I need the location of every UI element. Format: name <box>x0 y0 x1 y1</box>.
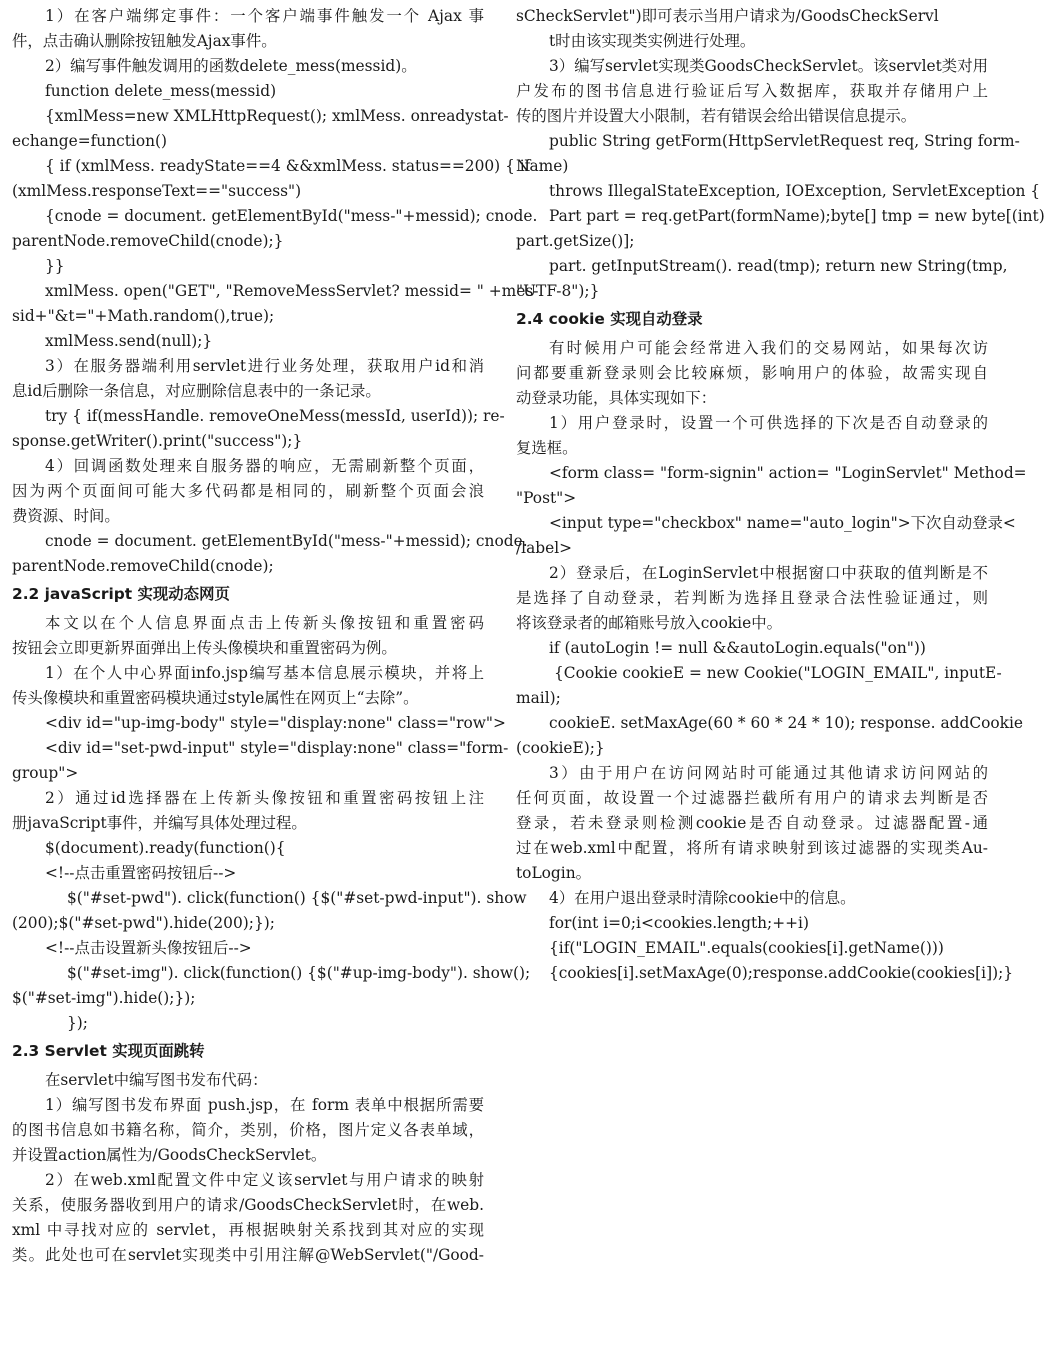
text-line: sid+"&t="+Math.random(),true); <box>12 307 275 325</box>
text-line: /label> <box>516 539 573 557</box>
text-line: }} <box>45 257 65 275</box>
text-line: 按钮会立即更新界面弹出上传头像模块和重置密码为例。 <box>12 639 397 657</box>
text-line: "UTF-8");} <box>516 282 600 300</box>
text-line: { if (xmlMess. readyState==4 &&xmlMess. status==200) { if <box>45 157 531 175</box>
text-line: toLogin。 <box>516 864 592 882</box>
text-line: 在servlet中编写图书发布代码： <box>45 1071 268 1089</box>
text-line: 传的图片并设置大小限制，若有错误会给出错误信息提示。 <box>516 107 917 125</box>
section-heading: 2.3 Servlet 实现页面跳转 <box>12 1042 205 1060</box>
text-line: 4）在用户退出登录时清除cookie中的信息。 <box>549 889 856 907</box>
text-line: for(int i=0;i<cookies.length;++i) <box>549 914 809 932</box>
text-line: 任何页面，故设置一个过滤器拦截所有用户的请求去判断是否 <box>516 789 988 807</box>
text-line: 户发布的图书信息进行验证后写入数据库，获取并存储用户上 <box>516 82 988 100</box>
text-line: 是选择了自动登录，若判断为选择且登录合法性验证通过，则 <box>516 589 988 607</box>
text-line: {xmlMess=new XMLHttpRequest(); xmlMess. onreadystat- <box>45 107 509 125</box>
text-line: xmlMess. open("GET", "RemoveMessServlet? messid= " +mes- <box>45 282 539 300</box>
text-line: $("#set-img").hide();}); <box>12 989 196 1007</box>
text-line: 本文以在个人信息界面点击上传新头像按钮和重置密码 <box>45 614 484 632</box>
text-line: 2）编写事件触发调用的函数delete_mess(messid)。 <box>45 57 417 75</box>
text-line: 有时候用户可能会经常进入我们的交易网站，如果每次访 <box>549 339 988 357</box>
text-line: Part part = req.getPart(formName);byte[] tmp = new byte[(int) <box>549 207 1045 225</box>
section-heading: 2.2 javaScript 实现动态网页 <box>12 585 230 603</box>
text-line: 册javaScript事件，并编写具体处理过程。 <box>12 814 307 832</box>
text-line: throws IllegalStateException, IOException, ServletException { <box>549 182 1041 200</box>
text-line: 息id后删除一条信息，对应删除信息表中的一条记录。 <box>12 382 381 400</box>
text-line: 类。此处也可在servlet实现类中引用注解@WebServlet("/Good- <box>12 1246 484 1264</box>
text-line: 4）回调函数处理来自服务器的响应，无需刷新整个页面， <box>45 457 484 475</box>
text-line: <form class= "form-signin" action= "LoginServlet" Method= <box>549 464 1027 482</box>
text-line: (xmlMess.responseText=="success") <box>12 182 302 200</box>
text-line: $("#set-pwd"). click(function() {$("#set-pwd-input"). show <box>67 889 527 907</box>
text-line: 将该登录者的邮箱账号放入cookie中。 <box>516 614 782 632</box>
text-line: <div id="up-img-body" style="display:none" class="row"> <box>45 714 506 732</box>
text-line: part.getSize()]; <box>516 232 635 250</box>
text-line: 的图书信息如书籍名称，简介，类别，价格，图片定义各表单域， <box>12 1121 484 1139</box>
text-line: <!--点击重置密码按钮后--> <box>45 864 237 882</box>
text-line: parentNode.removeChild(cnode); <box>12 557 274 575</box>
text-line: 过在web.xml中配置，将所有请求映射到该过滤器的实现类Au- <box>516 839 988 857</box>
text-line: 动登录功能，具体实现如下： <box>516 389 717 407</box>
text-line: xml 中寻找对应的 servlet，再根据映射关系找到其对应的实现 <box>12 1221 484 1239</box>
text-line: 因为两个页面间可能大多代码都是相同的，刷新整个页面会浪 <box>12 482 484 500</box>
section-heading: 2.4 cookie 实现自动登录 <box>516 310 703 328</box>
text-line: 登录，若未登录则检测cookie是否自动登录。过滤器配置-通 <box>516 814 988 832</box>
text-line: }); <box>67 1014 88 1032</box>
text-line: public String getForm(HttpServletRequest req, String form- <box>549 132 1020 150</box>
text-line: 3）在服务器端利用servlet进行业务处理，获取用户id和消 <box>45 357 484 375</box>
text-line: part. getInputStream(). read(tmp); return new String(tmp, <box>549 257 1008 275</box>
text-line: {cookies[i].setMaxAge(0);response.addCookie(cookies[i]);} <box>549 964 1014 982</box>
text-line: 3）由于用户在访问网站时可能通过其他请求访问网站的 <box>549 764 988 782</box>
text-line: 1）在个人中心界面info.jsp编写基本信息展示模块，并将上 <box>45 664 484 682</box>
text-line: 传头像模块和重置密码模块通过style属性在网页上“去除”。 <box>12 689 419 707</box>
text-line: $("#set-img"). click(function() {$("#up-img-body"). show(); <box>67 964 531 982</box>
text-line: 2）在web.xml配置文件中定义该servlet与用户请求的映射 <box>45 1171 484 1189</box>
text-line: <div id="set-pwd-input" style="display:none" class="form- <box>45 739 509 757</box>
text-line: <input type="checkbox" name="auto_login">下次自动登录< <box>549 514 1016 532</box>
text-line: 2）登录后，在LoginServlet中根据窗口中获取的值判断是不 <box>549 564 988 582</box>
text-line: (cookieE);} <box>516 739 605 757</box>
text-line: parentNode.removeChild(cnode);} <box>12 232 284 250</box>
text-line: sCheckServlet")即可表示当用户请求为/GoodsCheckServl <box>516 7 939 25</box>
text-line: echange=function() <box>12 132 168 150</box>
text-line: function delete_mess(messid) <box>45 82 277 100</box>
text-line: 复选框。 <box>516 439 578 457</box>
text-line: mail); <box>516 689 561 707</box>
text-line: sponse.getWriter().print("success");} <box>12 432 303 450</box>
text-line: 3）编写servlet实现类GoodsCheckServlet。该servlet类对用 <box>549 57 988 75</box>
text-line: 件，点击确认删除按钮触发Ajax事件。 <box>12 32 277 50</box>
text-line: 1）用户登录时，设置一个可供选择的下次是否自动登录的 <box>549 414 988 432</box>
text-line: 并设置action属性为/GoodsCheckServlet。 <box>12 1146 327 1164</box>
text-line: {if("LOGIN_EMAIL".equals(cookies[i].getName())) <box>549 939 944 957</box>
text-line: 2）通过id选择器在上传新头像按钮和重置密码按钮上注 <box>45 789 484 807</box>
text-line: (200);$("#set-pwd").hide(200);}); <box>12 914 275 932</box>
text-line: 费资源、时间。 <box>12 507 120 525</box>
text-line: 1）编写图书发布界面 push.jsp，在 form 表单中根据所需要 <box>45 1096 484 1114</box>
text-line: 1）在客户端绑定事件：一个客户端事件触发一个 Ajax 事 <box>45 7 484 25</box>
text-line: cookieE. setMaxAge(60 * 60 * 24 * 10); response. addCookie <box>549 714 1023 732</box>
text-line: 问都要重新登录则会比较麻烦，影响用户的体验，故需实现自 <box>516 364 988 382</box>
text-line: "Post"> <box>516 489 577 507</box>
right-column <box>516 4 1045 986</box>
text-line: cnode = document. getElementById("mess-"+messid); cnode. <box>45 532 528 550</box>
text-line: if (autoLogin != null &&autoLogin.equals("on")) <box>549 639 926 657</box>
text-line: t时由该实现类实例进行处理。 <box>549 32 756 50</box>
text-line: 关系，使服务器收到用户的请求/GoodsCheckServlet时，在web. <box>12 1196 484 1214</box>
text-line: xmlMess.send(null);} <box>45 332 213 350</box>
text-line: Name) <box>516 157 569 175</box>
text-line: {Cookie cookieE = new Cookie("LOGIN_EMAIL", inputE- <box>554 664 1002 682</box>
text-line: group"> <box>12 764 79 782</box>
text-line: $(document).ready(function(){ <box>45 839 286 857</box>
text-line: try { if(messHandle. removeOneMess(messId, userId)); re- <box>45 407 505 425</box>
text-line: {cnode = document. getElementById("mess-"+messid); cnode. <box>45 207 538 225</box>
text-line: <!--点击设置新头像按钮后--> <box>45 939 252 957</box>
